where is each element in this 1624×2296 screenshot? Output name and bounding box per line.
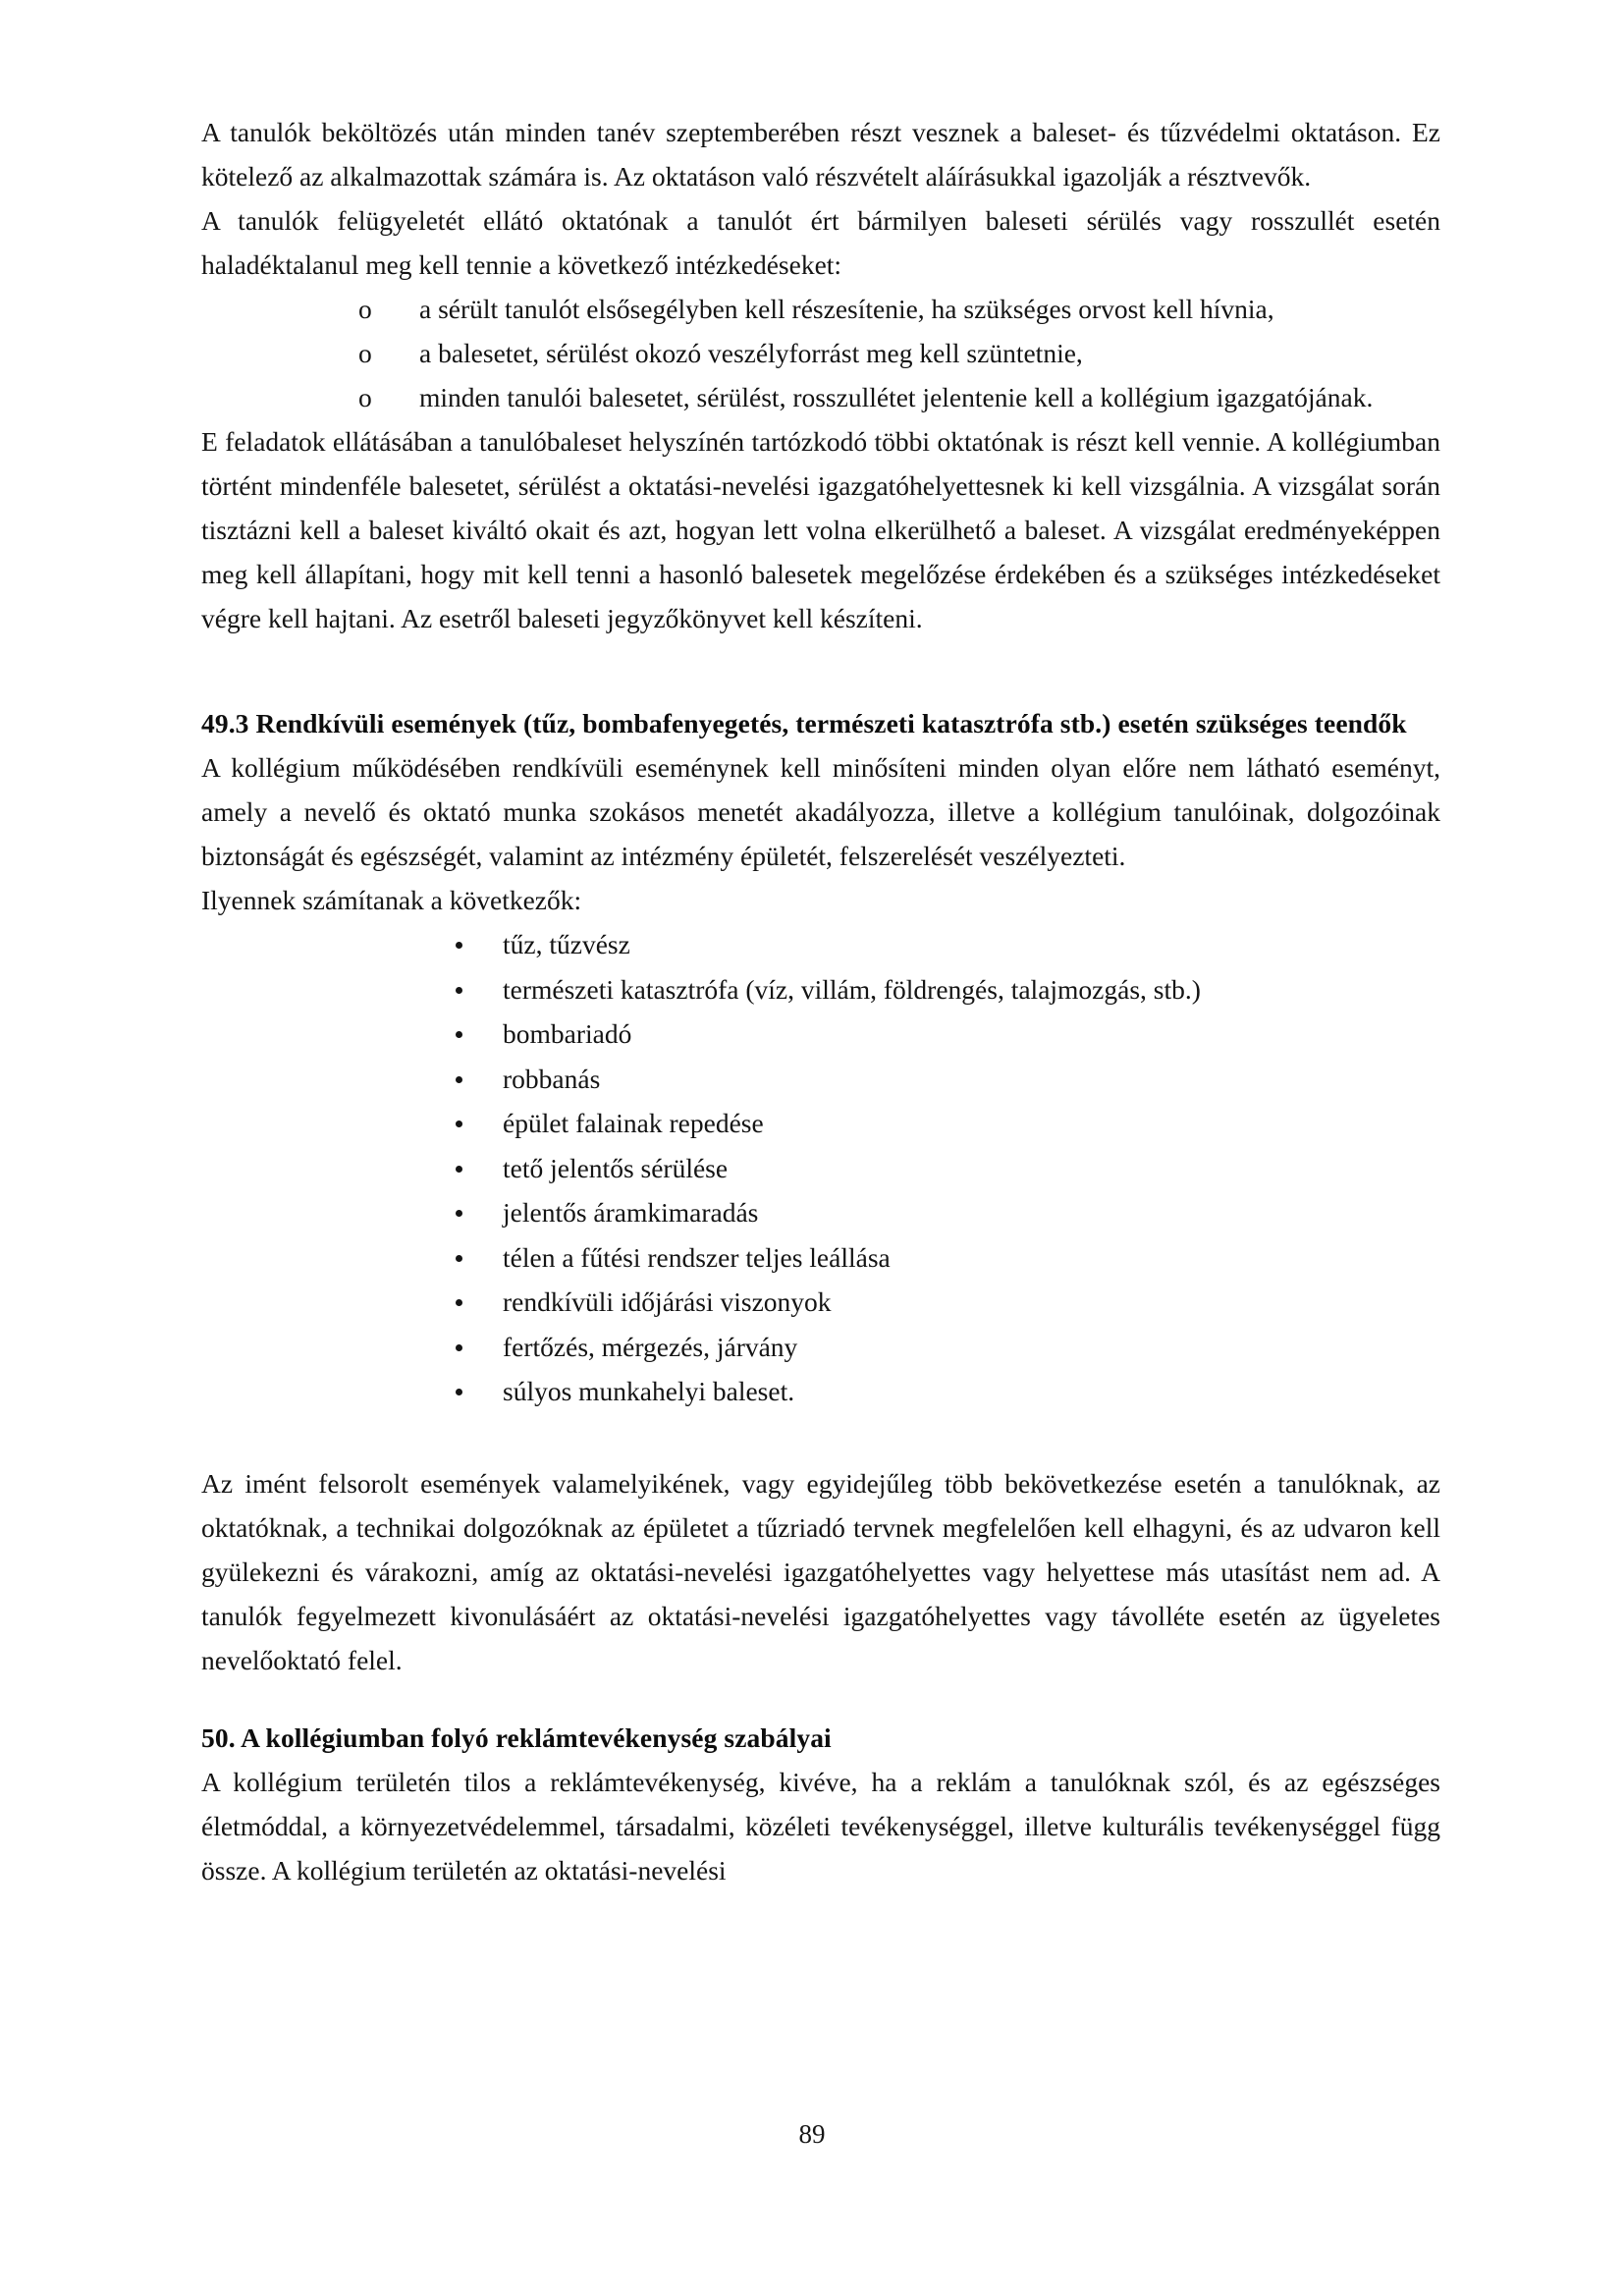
list-item: épület falainak repedése — [442, 1101, 1440, 1146]
heading-49-3: 49.3 Rendkívüli események (tűz, bombafenyegetés, természeti katasztrófa stb.) esetén szükséges teendők — [201, 708, 1407, 738]
list-item: o a balesetet, sérülést okozó veszélyforrást meg kell szüntetnie, — [349, 331, 1440, 375]
measures-list — [201, 287, 1440, 419]
list-item: rendkívüli időjárási viszonyok — [442, 1280, 1440, 1325]
paragraph-evacuation: Az imént felsorolt események valamelyikének, vagy egyidejűleg több bekövetkezése esetén a tanulóknak, az oktatóknak, a technikai dolgozóknak az épületet a tűzriadó tervnek megfelelően kell elhagyni, és az udvaron kell gyülekezni és várakozni, amíg az oktatási-nevelési igazgatóhelyettes vagy helyettese más utasítást nem ad. A tanulók fegyelmezett kivonulásáért az oktatási-nevelési igazgatóhelyettes vagy távolléte esetén az ügyeletes nevelőoktató felel. — [201, 1467, 1440, 1675]
list-item: súlyos munkahelyi baleset. — [442, 1369, 1440, 1414]
events-list — [201, 922, 1440, 1414]
list-item: o minden tanulói balesetet, sérülést, rosszullétet jelentenie kell a kollégium igazgatójának. — [349, 375, 1440, 419]
paragraph-intro-2: A tanulók felügyeletét ellátó oktatónak a tanulót ért bármilyen baleseti sérülés vagy rosszullét esetén haladéktalanul meg kell tennie a következő intézkedéseket: — [201, 205, 1440, 280]
list-item: jelentős áramkimaradás — [442, 1190, 1440, 1235]
spacer — [201, 1414, 1440, 1461]
list-item: fertőzés, mérgezés, járvány — [442, 1325, 1440, 1370]
list-item: bombariadó — [442, 1011, 1440, 1057]
page-number: 89 — [798, 2119, 826, 2149]
list-item: tűz, tűzvész — [442, 922, 1440, 967]
heading-50: 50. A kollégiumban folyó reklámtevékenység szabályai — [201, 1722, 832, 1753]
paragraph-extraordinary: A kollégium működésében rendkívüli eseménynek kell minősíteni minden olyan előre nem látható eseményt, amely a nevelő és oktató munka szokásos menetét akadályozza, illetve a kollégium tanulóinak, dolgozóinak biztonságát és egészségét, valamint az intézmény épületét, felszerelését veszélyezteti. — [201, 752, 1440, 871]
list-item: természeti katasztrófa (víz, villám, földrengés, talajmozgás, stb.) — [442, 967, 1440, 1012]
paragraph-intro-1: A tanulók beköltözés után minden tanév szeptemberében részt vesznek a baleset- és tűzvédelmi oktatáson. Ez kötelező az alkalmazottak számára is. Az oktatáson való részvételt aláírásukkal igazolják a résztvevők. — [201, 117, 1440, 191]
spacer — [201, 640, 1440, 701]
list-item: o a sérült tanulót elsősegélyben kell részesítenie, ha szükséges orvost kell hívnia, — [349, 287, 1440, 331]
spacer — [201, 1682, 1440, 1716]
list-item: tető jelentős sérülése — [442, 1146, 1440, 1191]
paragraph-investigation: E feladatok ellátásában a tanulóbaleset helyszínén tartózkodó többi oktatónak is részt kell vennie. A kollégiumban történt mindenféle balesetet, sérülést a oktatási-nevelési igazgatóhelyettesnek ki kell vizsgálnia. A vizsgálat során tisztázni kell a baleset kiváltó okait és azt, hogyan lett volna elkerülhető a baleset. A vizsgálat eredményeképpen meg kell állapítani, hogy mit kell tenni a hasonló balesetek megelőzése érdekében és a szükséges intézkedéseket végre kell hajtani. Az esetről baleseti jegyzőkönyvet kell készíteni. — [201, 426, 1440, 633]
list-item: télen a fűtési rendszer teljes leállása — [442, 1235, 1440, 1281]
paragraph-list-intro: Ilyennek számítanak a következők: — [201, 885, 582, 915]
page-content — [201, 110, 1440, 1892]
list-item: robbanás — [442, 1057, 1440, 1102]
paragraph-advertising: A kollégium területén tilos a reklámtevékenység, kivéve, ha a reklám a tanulóknak szól, és az egészséges életmóddal, a környezetvédelemmel, társadalmi, közéleti tevékenységgel, illetve kulturális tevékenységgel függ össze. A kollégium területén az oktatási-nevelési — [201, 1766, 1440, 1886]
